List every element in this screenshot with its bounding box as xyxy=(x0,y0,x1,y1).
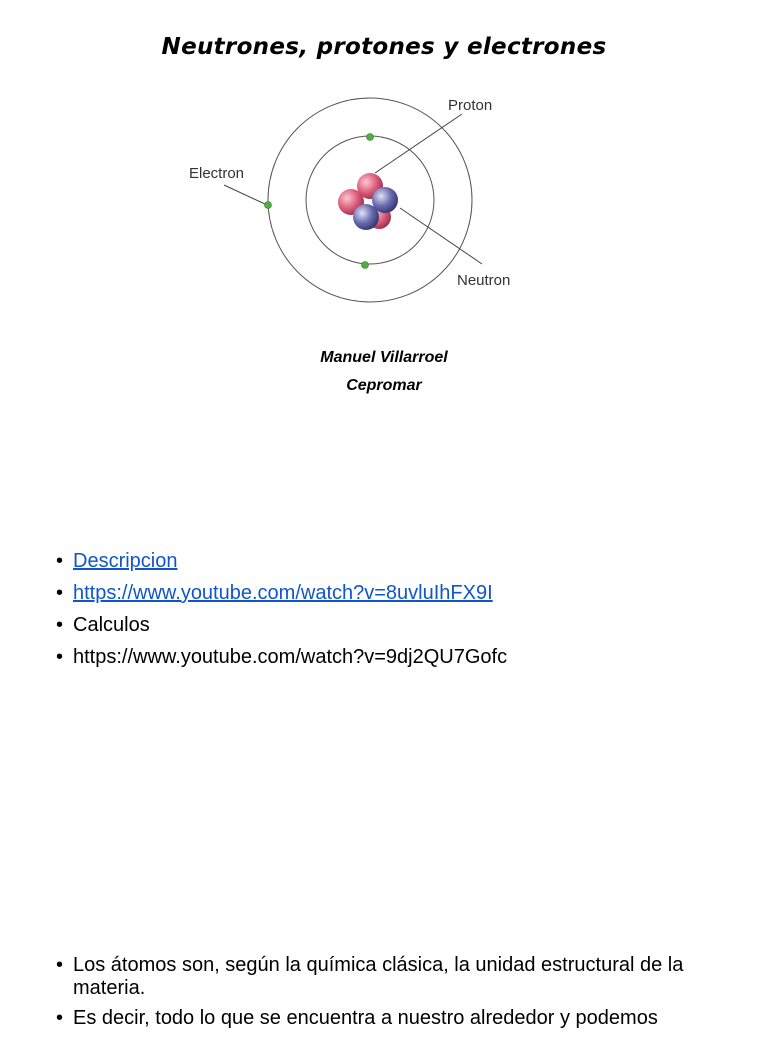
paragraph-list xyxy=(56,954,716,1037)
list-item xyxy=(56,646,736,669)
list-item xyxy=(56,614,736,637)
calculos-text: Calculos xyxy=(73,614,150,636)
descripcion-link[interactable]: Descripcion xyxy=(73,550,178,572)
author-name: Manuel Villarroel xyxy=(320,349,448,366)
electron-label: Electron xyxy=(189,165,245,182)
paragraph-item: • Los átomos son, según la química clásica, la unidad estructural de la materia. xyxy=(56,954,716,1000)
youtube-url-text: https://www.youtube.com/watch?v=9dj2QU7Gofc xyxy=(73,646,508,668)
author-block xyxy=(0,344,768,400)
paragraph-item: • Es decir, todo lo que se encuentra a nuestro alrededor y podemos xyxy=(56,1007,716,1030)
neutron-label: Neutron xyxy=(457,272,511,289)
slide-title: Neutrones, protones y electrones xyxy=(161,34,607,60)
nucleus xyxy=(338,173,398,230)
electron-dot xyxy=(367,134,374,141)
outer-orbit xyxy=(268,98,472,302)
proton-pointer-line xyxy=(375,114,462,173)
atom-diagram xyxy=(180,90,530,310)
electron-dot xyxy=(362,262,369,269)
neutron-particle xyxy=(353,204,379,230)
proton-label: Proton xyxy=(448,97,493,114)
electron-pointer-line xyxy=(224,185,267,205)
inner-orbit xyxy=(306,136,434,264)
author-organization: Cepromar xyxy=(346,377,422,394)
youtube-link[interactable]: https://www.youtube.com/watch?v=8uvluIhFX9I xyxy=(73,582,493,604)
electron-dot xyxy=(265,202,272,209)
list-item xyxy=(56,550,736,573)
list-item xyxy=(56,582,736,605)
neutron-pointer-line xyxy=(400,208,482,264)
links-list xyxy=(56,550,736,678)
